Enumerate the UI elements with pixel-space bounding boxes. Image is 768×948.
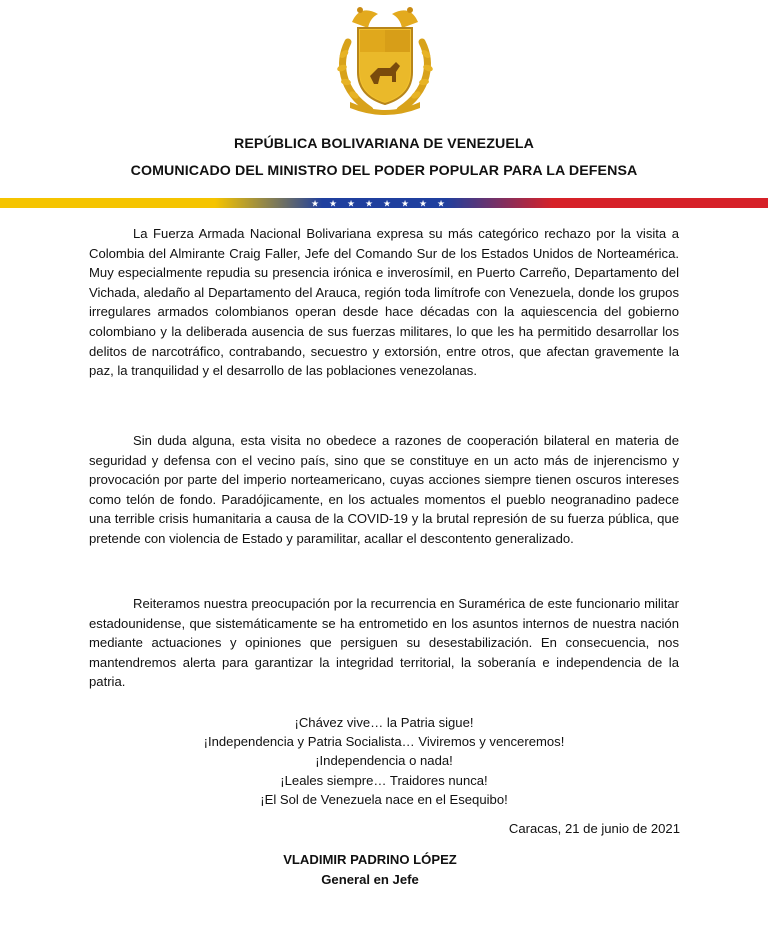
paragraph-text: La Fuerza Armada Nacional Bolivariana expresa su más categórico rechazo por la visita a Colombia del Almirante Craig Faller, Jefe del Comando Sur de los Estados Unidos de Norteamérica. Muy especialmente repudia su presencia irónica e inverosímil, en Puerto Carreño, Departamento del Vichada, aledaño al Departamento del Arauca, región toda limítrofe con Venezuela, donde los grupos irregulares armados colombianos operan desde hace décadas con la aquiescencia del gobierno colombiano y la deliberada ausencia de sus fuerzas militares, lo que les ha permitido desarrollar los delitos de narcotráfico, contrabando, secuestro y extorsión, entre otros, que afectan gravemente la paz, la tranquilidad y el desarrollo de las poblaciones venezolanas. bbox=[89, 226, 679, 379]
slogan-line: ¡Leales siempre… Traidores nunca! bbox=[280, 772, 488, 788]
paragraph-text: Reiteramos nuestra preocupación por la recurrencia en Suramérica de este funcionario militar estadounidense, que sistemáticamente se ha entrometido en los asuntos internos de nuestra nación mediante actuaciones y opiniones que persiguen su desestabilización. En consecuencia, nos mantendremos alerta para garantizar la integridad territorial, la soberanía e independencia de la patria. bbox=[89, 596, 679, 690]
body-paragraph-1 bbox=[89, 224, 679, 381]
slogan-line: ¡El Sol de Venezuela nace en el Esequibo! bbox=[260, 791, 508, 807]
header-communique-title: COMUNICADO DEL MINISTRO DEL PODER POPULAR PARA LA DEFENSA bbox=[130, 163, 638, 179]
paragraph-text: Sin duda alguna, esta visita no obedece a razones de cooperación bilateral en materia de seguridad y defensa con el vecino país, sino que se constituye en un acto más de injerencismo y provocación por parte del imperio norteamericano, cuyas acciones siempre tienen oscuros intereses como telón de fondo. Paradójicamente, en los actuales momentos el pueblo neogranadino padece una terrible crisis humanitaria a causa de la COVID-19 y la brutal represión de su fuerza pública, que pretende con violencia de Estado y paramilitar, acallar el descontento generalizado. bbox=[89, 433, 679, 546]
header-republic-title: REPÚBLICA BOLIVARIANA DE VENEZUELA bbox=[233, 136, 535, 152]
body-paragraph-2 bbox=[89, 431, 679, 549]
coat-of-arms-icon bbox=[330, 2, 440, 120]
svg-text:★: ★ bbox=[346, 199, 356, 208]
place-date: Caracas, 21 de junio de 2021 bbox=[508, 821, 680, 836]
svg-text:★: ★ bbox=[418, 199, 428, 208]
svg-text:★: ★ bbox=[328, 199, 338, 208]
flag-color-bar bbox=[0, 198, 768, 208]
slogan-line: ¡Independencia o nada! bbox=[315, 753, 453, 769]
slogan-line: ¡Chávez vive… la Patria sigue! bbox=[294, 715, 474, 730]
slogans-block bbox=[0, 713, 768, 809]
signatory-name: VLADIMIR PADRINO LÓPEZ bbox=[283, 852, 457, 867]
svg-text:★: ★ bbox=[400, 199, 410, 208]
slogan-line: ¡Independencia y Patria Socialista… Viviremos y venceremos! bbox=[203, 734, 565, 750]
signatory-title: General en Jefe bbox=[321, 872, 419, 887]
svg-text:★: ★ bbox=[364, 199, 374, 208]
svg-text:★: ★ bbox=[382, 199, 392, 208]
body-paragraph-3 bbox=[89, 594, 679, 692]
svg-text:★: ★ bbox=[310, 199, 320, 208]
svg-text:★: ★ bbox=[436, 199, 446, 208]
